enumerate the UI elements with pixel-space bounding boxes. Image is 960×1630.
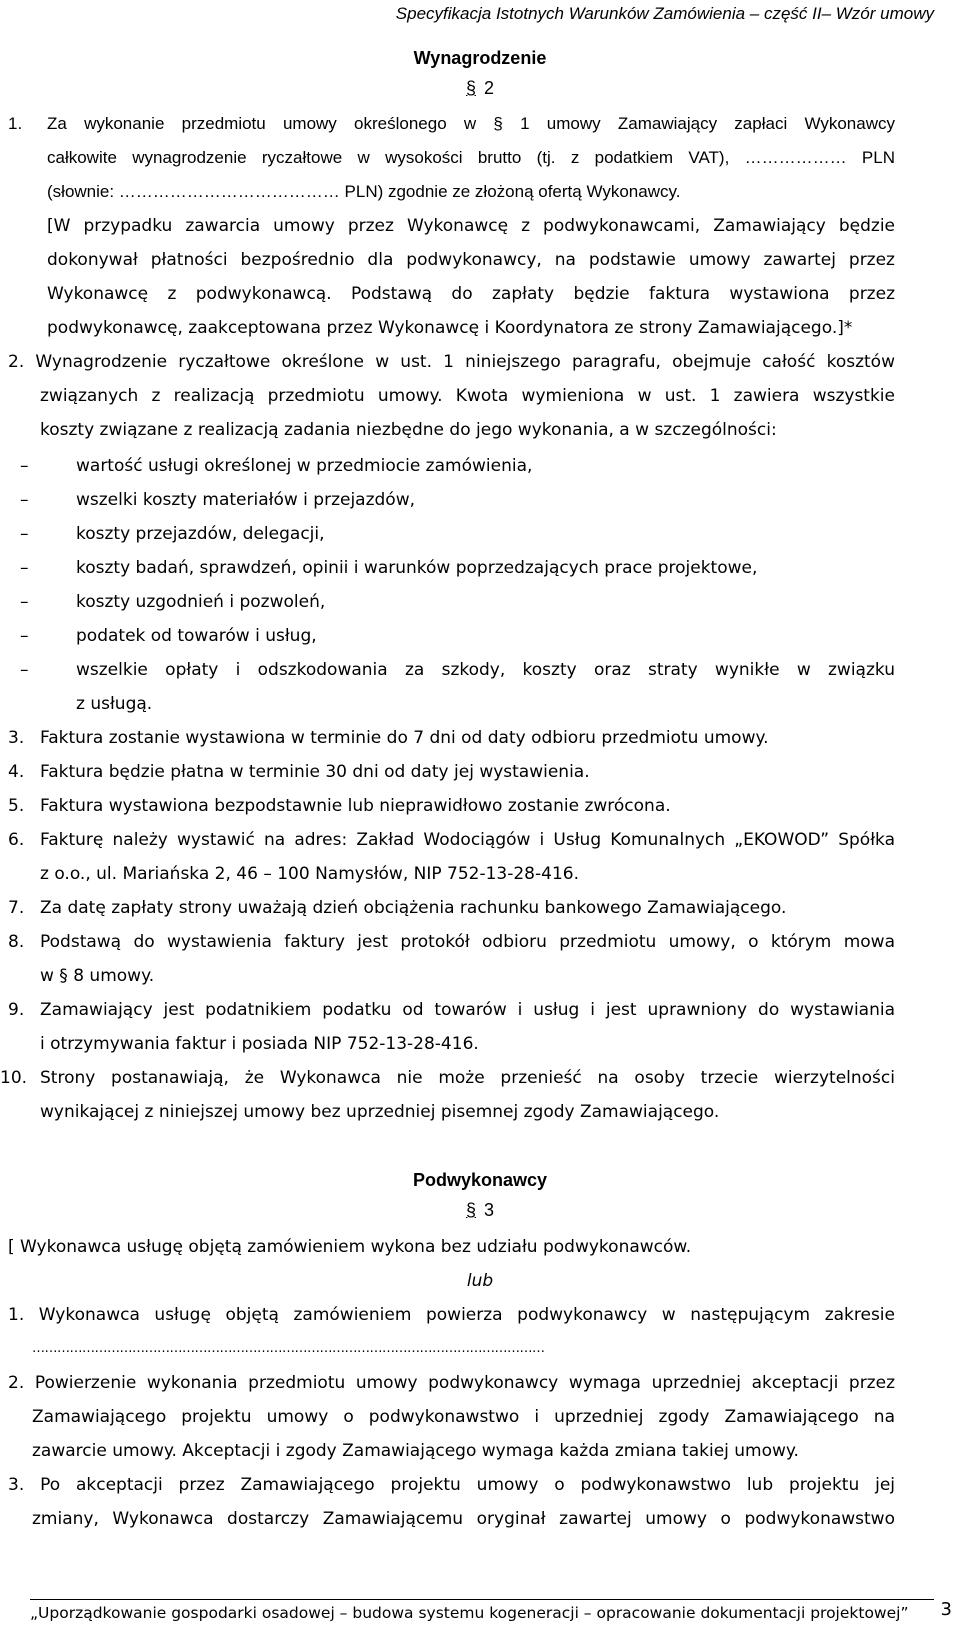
text-line: (słownie: ………………………………… PLN) zgodnie ze złożoną ofertą Wykonawcy.: [47, 182, 681, 201]
text-line: Faktura zostanie wystawiona w terminie do 7 dni od daty odbioru przedmiotu umowy.: [40, 728, 769, 748]
list-item: wartość usługi określonej w przedmiocie zamówienia,: [76, 456, 533, 476]
page-number: 3: [940, 1599, 952, 1620]
text-line: Za wykonanie przedmiotu umowy określonego w § 1 umowy Zamawiający zapłaci Wykonawcy: [47, 114, 895, 133]
item-number: 4.: [8, 762, 25, 782]
text-line: 2. Powierzenie wykonania przedmiotu umowy podwykonawcy wymaga uprzedniej akceptacji przez: [8, 1373, 895, 1393]
section-sign: §: [465, 78, 476, 98]
section-number: 2: [484, 78, 495, 98]
text-line: 2. Wynagrodzenie ryczałtowe określone w ust. 1 niniejszego paragrafu, obejmuje całość kosztów: [8, 352, 895, 372]
list-item-continuation: z usługą.: [76, 694, 153, 714]
dash-marker: –: [20, 626, 29, 646]
text-line: wynikającej z niniejszej umowy bez uprzedniej pisemnej zgody Zamawiającego.: [40, 1102, 720, 1122]
section-heading-wynagrodzenie: Wynagrodzenie: [413, 48, 547, 68]
text-line: Zamawiającego projektu umowy o podwykonawstwo i uprzedniej zgody Zamawiającego na: [32, 1407, 895, 1427]
list-item: koszty przejazdów, delegacji,: [76, 524, 325, 544]
section-sign: §: [465, 1200, 476, 1220]
text-line: podwykonawcę, zaakceptowana przez Wykonawcę i Koordynatora ze strony Zamawiającego.]*: [47, 318, 853, 338]
text-line: z o.o., ul. Mariańska 2, 46 – 100 Namysłów, NIP 752-13-28-416.: [40, 864, 579, 884]
text-line: [ Wykonawca usługę objętą zamówieniem wykona bez udziału podwykonawców.: [8, 1237, 692, 1257]
text-line: całkowite wynagrodzenie ryczałtowe w wysokości brutto (tj. z podatkiem VAT), ……………… PLN: [47, 148, 895, 167]
item-number: 10.: [0, 1068, 28, 1088]
text-line: Za datę zapłaty strony uważają dzień obciążenia rachunku bankowego Zamawiającego.: [40, 898, 787, 918]
text-line: zmiany, Wykonawca dostarczy Zamawiającemu oryginał zawartej umowy o podwykonawstwo: [32, 1509, 895, 1529]
item-number: 7.: [8, 898, 25, 918]
dash-marker: –: [20, 490, 29, 510]
text-line: dokonywał płatności bezpośrednio dla podwykonawcy, na podstawie umowy zawartej przez: [47, 250, 895, 270]
text-line: koszty związane z realizacją zadania niezbędne do jego wykonania, a w szczególności:: [40, 420, 777, 440]
paragraph-number-2: [0, 78, 960, 99]
text-line: Fakturę należy wystawić na adres: Zakład Wodociągów i Usług Komunalnych „EKOWOD” Spółka: [40, 830, 895, 850]
item-number: 3.: [8, 728, 25, 748]
dash-marker: –: [20, 524, 29, 544]
text-line: Faktura będzie płatna w terminie 30 dni od daty jej wystawienia.: [40, 762, 590, 782]
text-line: Zamawiający jest podatnikiem podatku od towarów i usług i jest uprawniony do wystawiania: [40, 1000, 895, 1020]
text-line: Strony postanawiają, że Wykonawca nie może przenieść na osoby trzecie wierzytelności: [40, 1068, 895, 1088]
page-footer: „Uporządkowanie gospodarki osadowej – budowa systemu kogeneracji – opracowanie dokumentacji projektowej”: [30, 1604, 909, 1622]
text-line: w § 8 umowy.: [40, 966, 155, 986]
text-line: [W przypadku zawarcia umowy przez Wykonawcę z podwykonawcami, Zamawiający będzie: [47, 216, 895, 236]
dash-marker: –: [20, 660, 29, 680]
text-line: zawarcie umowy. Akceptacji i zgody Zamawiającego wymaga każda zmiana takiej umowy.: [32, 1441, 799, 1461]
section-number: 3: [484, 1200, 495, 1220]
dotted-line: ……………………………………………………………………………………………………………: [32, 1341, 545, 1356]
text-line: Podstawą do wystawienia faktury jest protokół odbioru przedmiotu umowy, o którym mowa: [40, 932, 895, 952]
list-item: wszelkie opłaty i odszkodowania za szkody, koszty oraz straty wynikłe w związku: [76, 660, 895, 680]
text-line: Wykonawcę z podwykonawcą. Podstawą do zapłaty będzie faktura wystawiona przez: [47, 284, 895, 304]
item-number: 5.: [8, 796, 25, 816]
item-number: 9.: [8, 1000, 25, 1020]
item-number: 8.: [8, 932, 25, 952]
text-line: związanych z realizacją przedmiotu umowy. Kwota wymieniona w ust. 1 zawiera wszystkie: [40, 386, 895, 406]
list-item: koszty badań, sprawdzeń, opinii i warunków poprzedzających prace projektowe,: [76, 558, 758, 578]
paragraph-number-3: [0, 1200, 960, 1221]
dash-marker: –: [20, 558, 29, 578]
text-line: 1. Wykonawca usługę objętą zamówieniem powierza podwykonawcy w następującym zakresie: [8, 1305, 895, 1325]
list-item: podatek od towarów i usług,: [76, 626, 317, 646]
item-number: 6.: [8, 830, 25, 850]
text-line: 3. Po akceptacji przez Zamawiającego projektu umowy o podwykonawstwo lub projektu jej: [8, 1475, 895, 1495]
section-heading-podwykonawcy: Podwykonawcy: [412, 1170, 548, 1190]
footer-divider: [30, 1599, 934, 1600]
lub-connector: lub: [466, 1271, 494, 1291]
text-line: i otrzymywania faktur i posiada NIP 752-13-28-416.: [40, 1034, 479, 1054]
list-item: wszelki koszty materiałów i przejazdów,: [76, 490, 416, 510]
list-item: koszty uzgodnień i pozwoleń,: [76, 592, 326, 612]
item-number: 1.: [8, 114, 23, 133]
text-line: Faktura wystawiona bezpodstawnie lub nieprawidłowo zostanie zwrócona.: [40, 796, 671, 816]
dash-marker: –: [20, 592, 29, 612]
dash-marker: –: [20, 456, 29, 476]
page-header: Specyfikacja Istotnych Warunków Zamówienia – część II– Wzór umowy: [395, 4, 934, 23]
